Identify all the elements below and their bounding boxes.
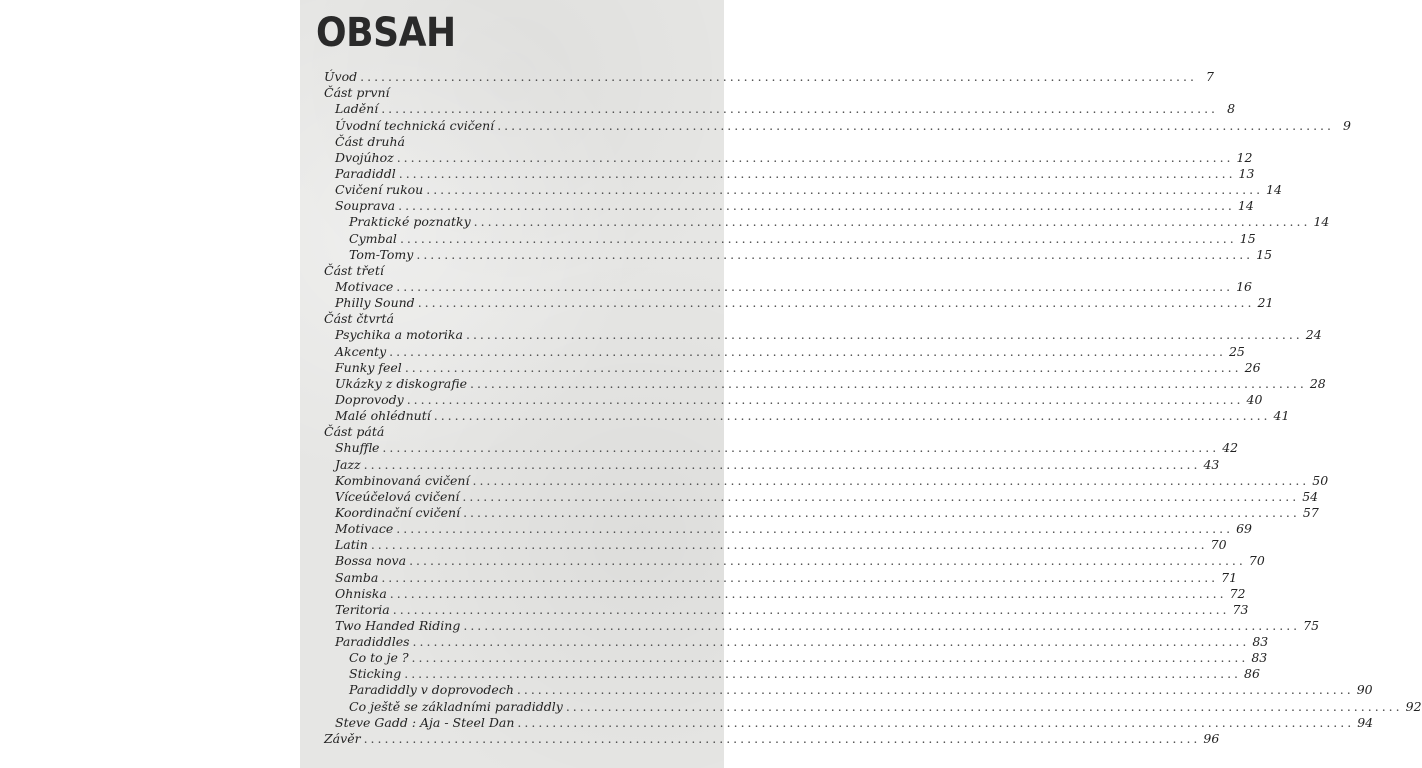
toc-entry	[324, 391, 1263, 407]
toc-entry	[324, 504, 1319, 520]
toc-entry-label: Část pátá	[324, 424, 385, 440]
toc-entry-page-number: 86	[1244, 666, 1260, 682]
toc-entry-label: Malé ohlédnutí	[335, 408, 431, 424]
toc-entry-page-number: 21	[1257, 295, 1274, 311]
toc-entry-label: Úvodní technická cvičení	[335, 117, 495, 133]
leader-dots: ........................................................................................................................	[517, 714, 1355, 730]
toc-entry	[324, 342, 1245, 359]
toc-entry-label: Co to je ?	[349, 650, 409, 666]
toc-entry-page-number: 42	[1222, 440, 1239, 456]
toc-entry	[324, 617, 1320, 633]
leader-dots: ........................................................................................................................	[465, 327, 1303, 343]
toc-entry-page-number: 13	[1238, 165, 1255, 181]
toc-entry	[324, 375, 1326, 391]
toc-entry-label: Sticking	[349, 666, 402, 682]
book-page	[300, 0, 1422, 768]
toc-entry	[324, 488, 1319, 504]
toc-entry-label: Cvičení rukou	[335, 182, 424, 198]
leader-dots: ........................................................................................................................	[416, 246, 1254, 262]
toc-entry-page-number: 15	[1256, 246, 1273, 262]
toc-entry-page-number: 57	[1302, 504, 1319, 520]
leader-dots: ........................................................................................................................	[396, 149, 1234, 165]
toc-entry	[324, 665, 1260, 682]
toc-entry-page-number: 26	[1244, 359, 1261, 375]
leader-dots: ........................................................................................................................	[411, 650, 1249, 666]
leader-dots: ........................................................................................................................	[399, 230, 1237, 246]
toc-entry	[324, 84, 700, 100]
toc-entry-label: Latin	[335, 537, 368, 553]
toc-entry	[324, 585, 1246, 601]
toc-entry-label: Dvojúhoz	[335, 149, 394, 165]
leader-dots: ........................................................................................................................	[381, 101, 1219, 117]
toc-entry-page-number: 14	[1237, 198, 1254, 214]
toc-entry-page-number: 24	[1305, 327, 1322, 343]
toc-entry-page-number: 40	[1246, 391, 1263, 407]
toc-entry-page-number: 94	[1357, 714, 1374, 730]
toc-entry	[324, 714, 1374, 730]
toc-entry	[324, 213, 1330, 230]
toc-entry-label: Paradiddles	[335, 634, 410, 650]
toc-entry-page-number: 71	[1221, 569, 1238, 585]
toc-entry	[324, 601, 1249, 617]
toc-entry-label: Co ještě se základními paradiddly	[349, 698, 563, 714]
leader-dots: ........................................................................................................................	[396, 278, 1234, 294]
toc-entry	[324, 681, 1373, 698]
toc-entry-page-number: 90	[1356, 682, 1373, 698]
toc-entry-page-number: 69	[1236, 521, 1252, 537]
toc-entry-label: Paradiddl	[335, 165, 396, 181]
toc-entry-page-number: 25	[1228, 343, 1245, 359]
toc-entry-page-number: 83	[1252, 634, 1269, 650]
toc-entry-label: Shuffle	[335, 440, 380, 456]
leader-dots: ........................................................................................................................	[516, 682, 1354, 698]
toc-entry-label: Souprava	[335, 198, 396, 214]
leader-dots: ........................................................................................................................	[389, 343, 1226, 359]
leader-dots: ........................................................................................................................	[463, 617, 1301, 633]
toc-entry-label: Akcenty	[335, 343, 387, 359]
toc-entry-label: Psychika a motorika	[335, 327, 463, 343]
toc-entry-page-number: 9	[1343, 117, 1351, 133]
toc-entry-page-number: 83	[1251, 650, 1268, 666]
leader-dots: ........................................................................................................................	[381, 569, 1219, 585]
toc-entry-label: Závěr	[324, 730, 361, 746]
leader-dots: ........................................................................................................................	[462, 488, 1300, 504]
leader-dots: ........................................................................................................................	[404, 666, 1242, 682]
toc-entry	[324, 520, 1252, 537]
toc-entry	[324, 246, 1273, 262]
toc-entry-label: Motivace	[335, 278, 394, 294]
toc-entry-page-number: 41	[1273, 408, 1290, 424]
leader-dots: ........................................................................................................................	[370, 537, 1208, 553]
leader-dots: ........................................................................................................................	[470, 375, 1307, 391]
leader-dots: ........................................................................................................................	[392, 601, 1230, 617]
leader-dots: ........................................................................................................................	[409, 553, 1246, 569]
toc-entry-label: Část první	[324, 85, 390, 101]
toc-entry	[324, 181, 1282, 198]
toc-entry-page-number: 12	[1236, 149, 1253, 165]
leader-dots: ........................................................................................................................	[360, 69, 1197, 85]
toc-entry-label: Ladění	[335, 101, 379, 117]
toc-entry-label: Tom-Tomy	[349, 246, 414, 262]
toc-entry-page-number: 70	[1210, 537, 1227, 553]
toc-entry-label: Ohniska	[335, 585, 387, 601]
toc-entry-label: Koordinační cvičení	[335, 504, 461, 520]
toc-entry	[324, 407, 1290, 424]
toc-entry-page-number: 15	[1239, 230, 1256, 246]
leader-dots: ........................................................................................................................	[417, 295, 1255, 311]
toc-entry-page-number: 73	[1232, 601, 1249, 617]
toc-entry-page-number: 75	[1303, 617, 1320, 633]
leader-dots: ........................................................................................................................	[389, 585, 1227, 601]
toc-entry-page-number: 7	[1205, 69, 1214, 85]
toc-entry	[324, 68, 1214, 85]
toc-entry-label: Motivace	[335, 521, 394, 537]
toc-entry-page-number: 70	[1248, 553, 1265, 569]
toc-entry	[324, 697, 1422, 714]
toc-entry	[324, 100, 1236, 117]
toc-entry	[324, 326, 1322, 343]
toc-entry-page-number: 92	[1405, 698, 1422, 714]
toc-entry	[324, 423, 700, 439]
page-title: OBSAH	[316, 10, 456, 56]
toc-entry	[324, 633, 1269, 650]
toc-entry-page-number: 50	[1312, 472, 1329, 488]
toc-entry	[324, 262, 700, 278]
toc-entry-label: Úvod	[324, 69, 358, 85]
toc-entry	[324, 649, 1268, 666]
table-of-contents	[324, 68, 1422, 746]
toc-entry-label: Jazz	[335, 456, 361, 472]
toc-entry	[324, 568, 1238, 585]
toc-entry	[324, 229, 1256, 246]
leader-dots: ........................................................................................................................	[404, 359, 1242, 375]
toc-entry-page-number: 14	[1313, 214, 1330, 230]
leader-dots: ........................................................................................................................	[565, 698, 1403, 714]
toc-entry-label: Samba	[335, 569, 379, 585]
toc-entry	[324, 359, 1261, 375]
toc-entry-label: Paradiddly v doprovodech	[349, 682, 514, 698]
toc-entry-label: Praktické poznatky	[349, 214, 471, 230]
toc-entry-label: Cymbal	[349, 230, 397, 246]
toc-entry-label: Funky feel	[335, 359, 402, 375]
toc-entry-label: Víceúčelová cvičení	[335, 488, 460, 504]
toc-entry-label: Část třetí	[324, 262, 384, 278]
toc-entry-label: Kombinovaná cvičení	[335, 472, 470, 488]
toc-entry	[324, 116, 1351, 133]
leader-dots: ........................................................................................................................	[433, 408, 1271, 424]
leader-dots: ........................................................................................................................	[363, 730, 1201, 746]
toc-entry-label: Ukázky z diskografie	[335, 375, 467, 391]
toc-entry-page-number: 72	[1229, 585, 1246, 601]
toc-entry-label: Two Handed Riding	[335, 617, 461, 633]
toc-entry	[324, 165, 1255, 181]
toc-entry-label: Bossa nova	[335, 553, 407, 569]
leader-dots: ........................................................................................................................	[396, 521, 1234, 537]
toc-entry-page-number: 16	[1236, 278, 1252, 294]
leader-dots: ........................................................................................................................	[497, 117, 1334, 133]
toc-entry-label: Doprovody	[335, 391, 404, 407]
toc-entry	[324, 536, 1227, 553]
toc-entry	[324, 278, 1252, 294]
leader-dots: ........................................................................................................................	[412, 634, 1250, 650]
toc-entry-page-number: 43	[1203, 456, 1220, 472]
leader-dots: ........................................................................................................................	[363, 456, 1201, 472]
leader-dots: ........................................................................................................................	[463, 504, 1300, 520]
leader-dots: ........................................................................................................................	[473, 214, 1311, 230]
leader-dots: ........................................................................................................................	[382, 440, 1220, 456]
toc-entry	[324, 310, 700, 326]
leader-dots: ........................................................................................................................	[398, 198, 1235, 214]
toc-entry-page-number: 8	[1227, 101, 1236, 117]
toc-entry	[324, 294, 1274, 311]
leader-dots: ........................................................................................................................	[426, 182, 1264, 198]
toc-entry	[324, 730, 1220, 746]
toc-entry-label: Steve Gadd : Aja - Steel Dan	[335, 714, 515, 730]
toc-entry	[324, 197, 1254, 214]
leader-dots: ........................................................................................................................	[472, 472, 1310, 488]
toc-entry-label: Philly Sound	[335, 295, 415, 311]
toc-entry-page-number: 54	[1302, 488, 1319, 504]
leader-dots: ........................................................................................................................	[406, 391, 1244, 407]
toc-entry-label: Teritoria	[335, 601, 390, 617]
toc-entry-page-number: 96	[1203, 730, 1220, 746]
toc-entry	[324, 133, 700, 149]
toc-entry-label: Část druhá	[335, 133, 405, 149]
toc-entry-page-number: 28	[1309, 375, 1326, 391]
toc-entry	[324, 149, 1253, 165]
toc-entry	[324, 472, 1329, 488]
toc-entry-label: Část čtvrtá	[324, 311, 394, 327]
toc-entry-page-number: 14	[1266, 182, 1282, 198]
toc-entry	[324, 439, 1239, 456]
toc-entry	[324, 552, 1265, 569]
leader-dots: ........................................................................................................................	[398, 165, 1236, 181]
toc-entry	[324, 455, 1220, 472]
